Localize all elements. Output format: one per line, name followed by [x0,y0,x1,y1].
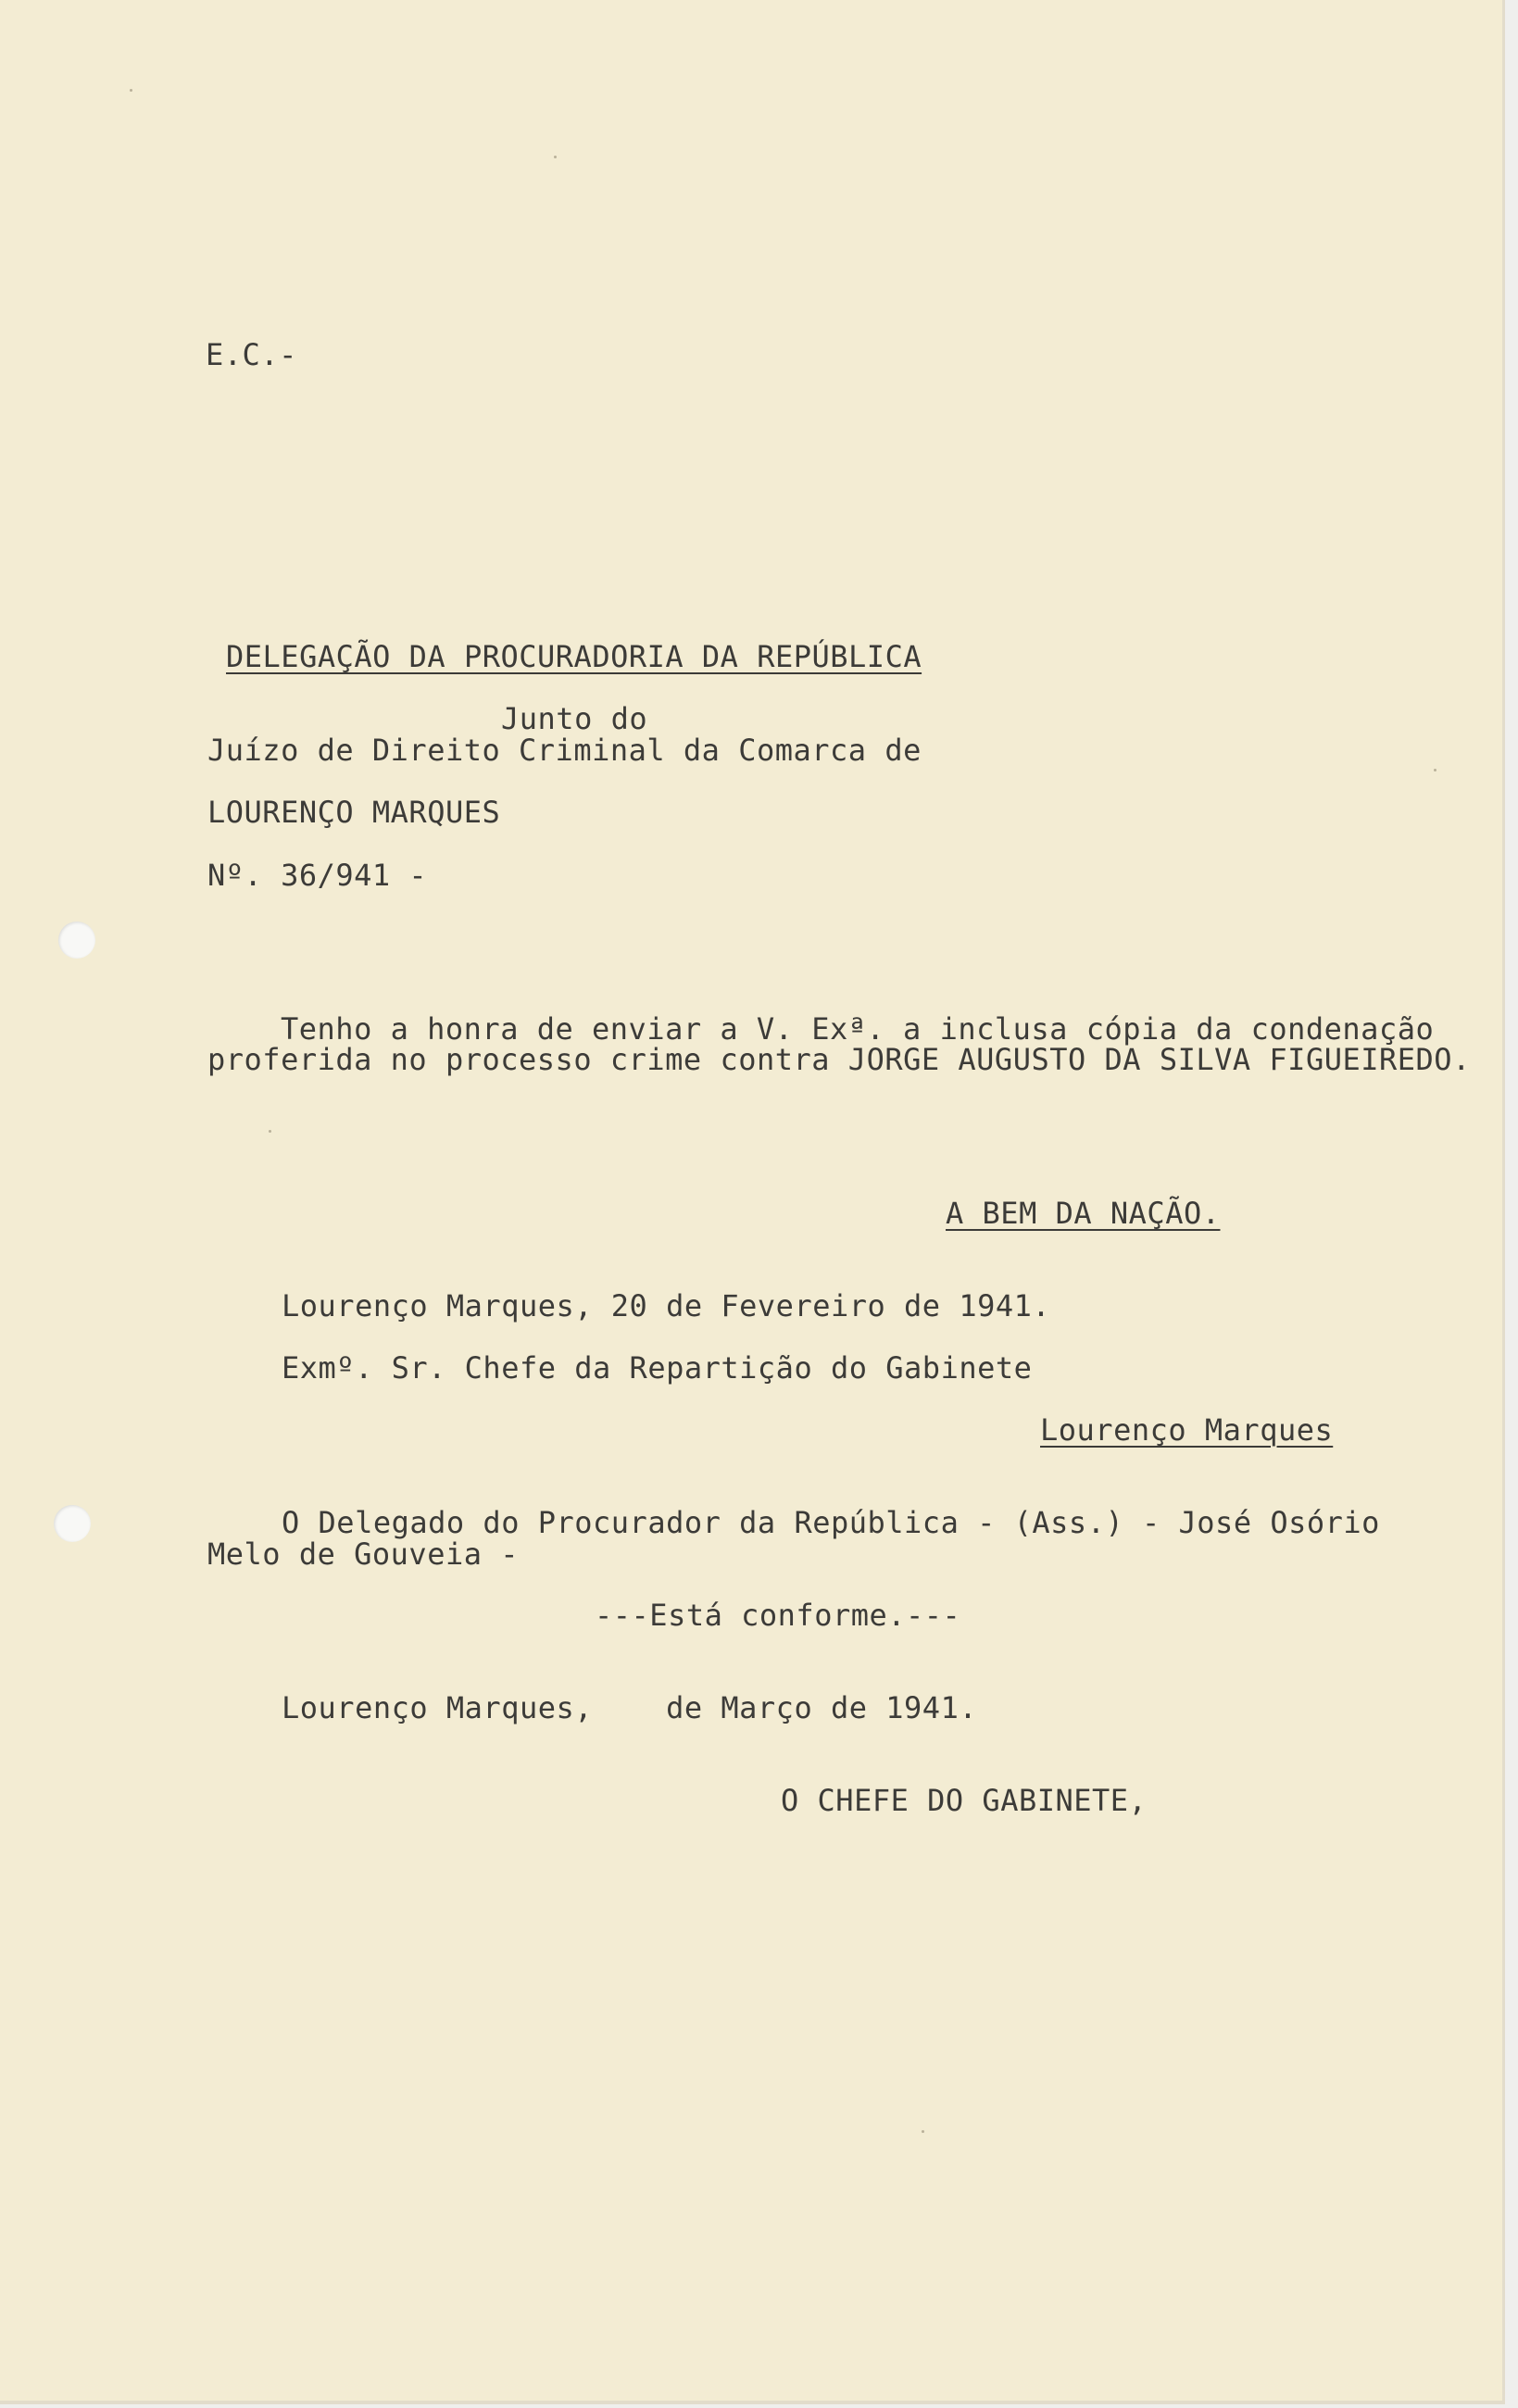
date-line: Lourenço Marques, 20 de Fevereiro de 1941. [282,1288,1051,1323]
body-text-line-1: Tenho a honra de enviar a V. Exª. a inclusa cópia da condenação [281,1011,1435,1047]
paper-speck [554,156,557,158]
addressee: Exmº. Sr. Chefe da Repartição do Gabinete [282,1350,1033,1386]
motto: A BEM DA NAÇÃO. [946,1196,1221,1231]
date-line-2: Lourenço Marques, de Março de 1941. [282,1690,978,1725]
office-header: DELEGAÇÃO DA PROCURADORIA DA REPÚBLICA [226,639,922,674]
header-junto: Junto do [501,701,648,736]
paper-speck [130,89,132,92]
header-court: Juízo de Direito Criminal da Comarca de [207,733,922,768]
closing-signature: O CHEFE DO GABINETE, [781,1783,1148,1818]
punch-hole-top [58,922,95,959]
signature-line-2: Melo de Gouveia - [207,1536,520,1572]
paper-speck [269,1130,271,1133]
paper-speck [922,2130,924,2133]
reference-code: E.C.- [206,337,297,372]
addressee-city: Lourenço Marques [1040,1412,1334,1448]
signature-line-1: O Delegado do Procurador da República - (Ass.) - José Osório [282,1505,1380,1540]
punch-hole-bottom [54,1505,91,1542]
header-city: LOURENÇO MARQUES [207,795,501,830]
paper-speck [1434,769,1436,771]
document-number: Nº. 36/941 - [207,858,428,893]
body-text-line-2: proferida no processo crime contra JORGE AUGUSTO DA SILVA FIGUEIREDO. [207,1042,1471,1077]
conformity-note: ---Está conforme.--- [595,1598,961,1633]
